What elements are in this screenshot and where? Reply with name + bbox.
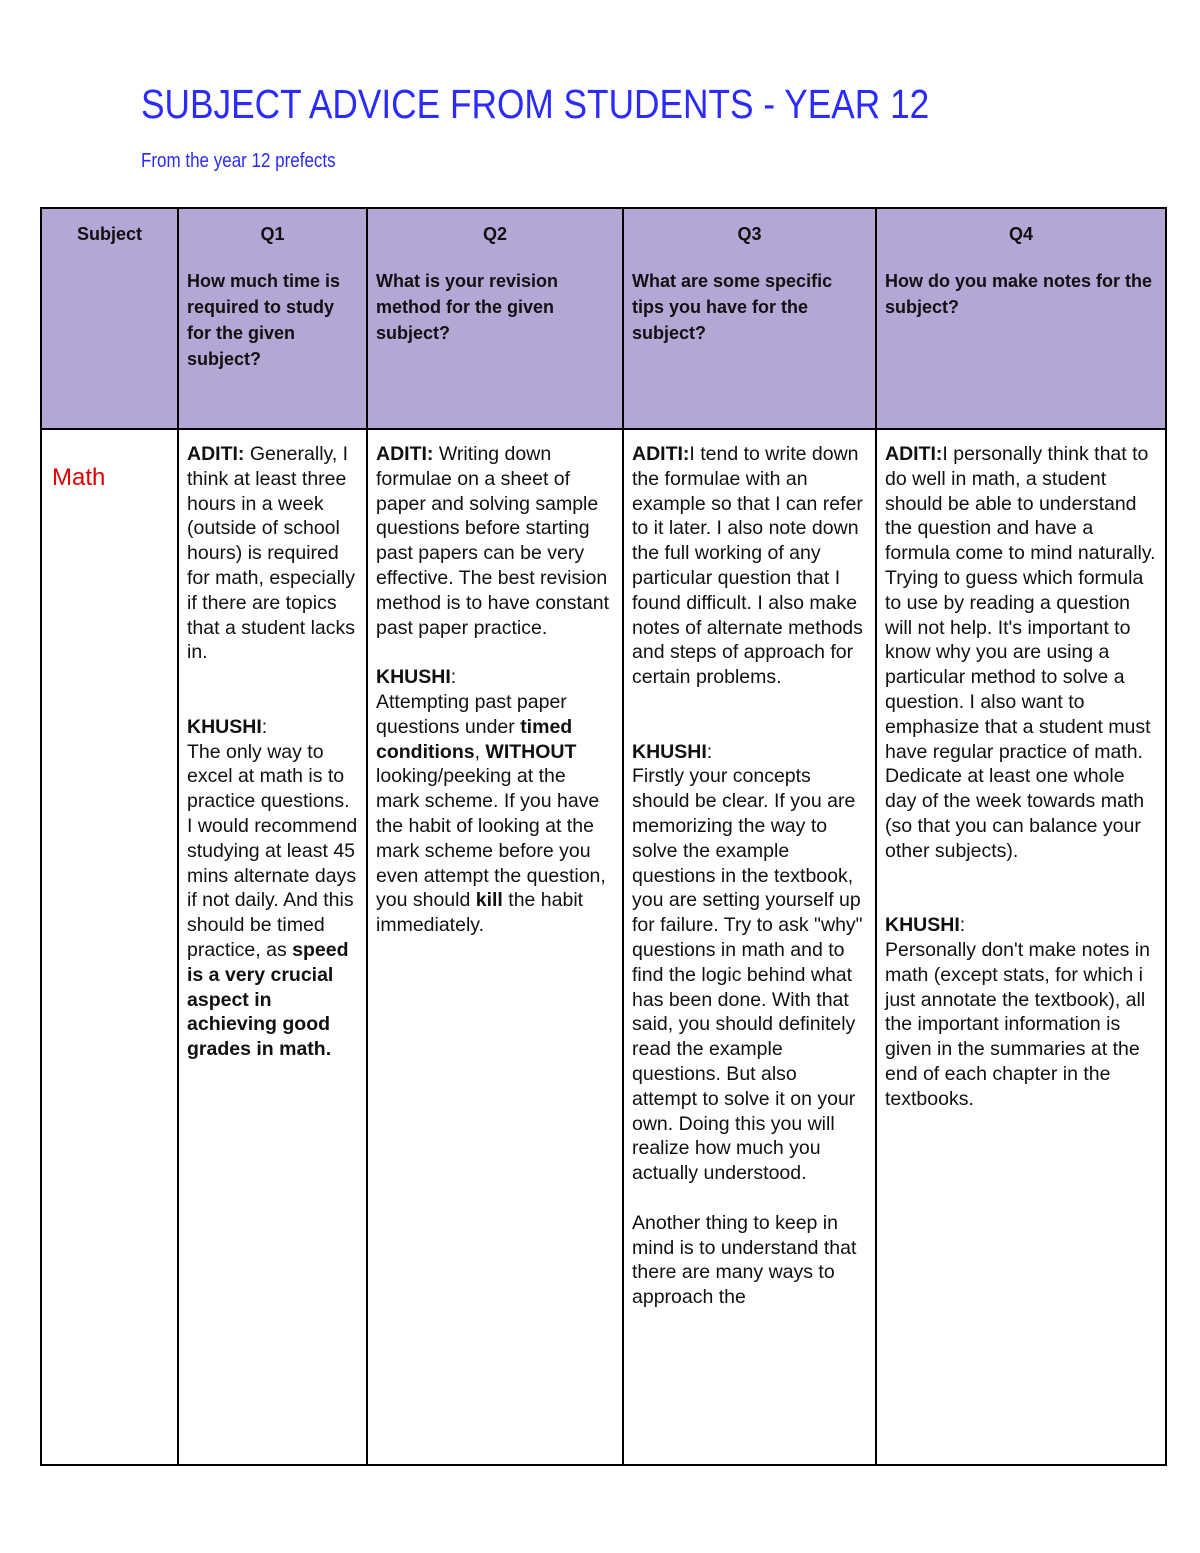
khushi-text-1: Attempting past paper questions under: [376, 690, 567, 738]
khushi-bold-2: WITHOUT: [485, 740, 577, 763]
khushi-label-q1: [187, 715, 358, 740]
khushi-bold-text: speed is a very crucial aspect in achieving good grades in math.: [187, 938, 349, 1061]
khushi-label-q3: [632, 740, 867, 765]
aditi-text: Generally, I think at least three hours in a week (outside of school hours) is required for math, especially if there are topics that a student lacks in.: [187, 443, 356, 664]
khushi-bold-1: timed conditions: [376, 715, 573, 763]
aditi-name: ADITI:: [376, 443, 434, 465]
khushi-name: KHUSHI: [187, 715, 262, 738]
khushi-name: KHUSHI: [632, 740, 707, 763]
header-q1: [178, 208, 367, 429]
header-q3-number: Q3: [737, 224, 762, 244]
answer-cell-q4: [876, 429, 1166, 1465]
khushi-text: Firstly your concepts should be clear. If you are memorizing the way to solve the example questions in the textbook, you are setting yourself up for failure. Try to ask "why" questions in math and to find the logic behind what has been done. With that said, you should definitely read the example questions. But also attempt to solve it on your own. Doing this you will realize how much you actually understood.: [632, 765, 863, 1185]
header-q1-question: How much time is required to study for the given subject?: [187, 271, 341, 369]
khushi-answer-q3: [632, 764, 867, 1186]
khushi-name: KHUSHI: [885, 914, 960, 937]
khushi-colon: :: [450, 666, 457, 689]
aditi-text: Writing down formulae on a sheet of paper and solving sample questions before starting past papers can be very effective. The best revision method is to have constant past paper practice.: [376, 443, 610, 639]
aditi-text: I tend to write down the formulae with an example so that I can refer to it later. I also note down the full working of any particular question that I found difficult. I also make notes of alternate methods and steps of approach for certain problems.: [632, 443, 863, 689]
answer-cell-q1: [178, 429, 367, 1465]
khushi-colon: :: [706, 740, 713, 763]
aditi-answer-q2: [376, 442, 614, 640]
aditi-answer-q3: [632, 442, 867, 690]
khushi-answer-q4: [885, 938, 1157, 1112]
aditi-name: ADITI:: [632, 443, 690, 465]
advice-table: [40, 207, 1167, 1466]
header-q2: [367, 208, 623, 429]
header-q2-question: What is your revision method for the given subject?: [376, 271, 559, 343]
header-q4-number: Q4: [1008, 224, 1033, 244]
khushi-label-q2: [376, 665, 614, 690]
khushi-text-3: looking/peeking at the mark scheme. If you have the habit of looking at the mark scheme before you even attempt the question, you should: [376, 765, 606, 912]
khushi-text: The only way to excel at math is to practice questions. I would recommend studying at least 45 mins alternate days if not daily. And this should be timed practice, as: [187, 740, 358, 961]
header-q4-question: How do you make notes for the subject?: [885, 271, 1153, 317]
khushi-colon: :: [959, 914, 966, 937]
aditi-answer-q1: [187, 442, 358, 665]
table-row: [41, 429, 1166, 1465]
document-subtitle: From the year 12 prefects: [141, 150, 336, 172]
aditi-answer-q4: [885, 442, 1157, 864]
khushi-answer-q1: [187, 740, 358, 1062]
khushi-text-2: ,: [474, 740, 486, 763]
header-q1-number: Q1: [260, 224, 285, 244]
aditi-name: ADITI:: [187, 443, 245, 465]
khushi-colon: :: [261, 715, 268, 738]
aditi-text: I personally think that to do well in math, a student should be able to understand the question and have a formula come to mind naturally. Trying to guess which formula to use by reading a question will not help. It's important to know why you are using a particular method to solve a question. I also want to emphasize that a student must have regular practice of math. Dedicate at least one whole day of the week towards math (so that you can balance your other subjects).: [885, 443, 1156, 862]
khushi-answer-q2: [376, 690, 614, 938]
khushi-label-q4: [885, 913, 1157, 938]
header-q3-question: What are some specific tips you have for the subject?: [632, 271, 833, 343]
extra-answer-q3: [632, 1211, 867, 1310]
document-title: SUBJECT ADVICE FROM STUDENTS - YEAR 12: [141, 81, 930, 127]
answer-cell-q3: [623, 429, 876, 1465]
khushi-text-4: the habit immediately.: [376, 889, 584, 937]
aditi-name: ADITI:: [885, 443, 943, 465]
khushi-name: KHUSHI: [376, 666, 451, 689]
header-subject-label: Subject: [76, 224, 142, 244]
header-subject: [41, 208, 178, 429]
answer-cell-q2: [367, 429, 623, 1465]
header-q4: [876, 208, 1166, 429]
header-q2-number: Q2: [482, 224, 507, 244]
subject-cell-math: Math: [41, 429, 178, 1465]
khushi-bold-3: kill: [475, 889, 503, 912]
khushi-text: Personally don't make notes in math (except stats, for which i just annotate the textbook), all the important information is given in the summaries at the end of each chapter in the textbooks.: [885, 938, 1150, 1110]
header-q3: [623, 208, 876, 429]
table-header-row: [41, 208, 1166, 429]
extra-text: Another thing to keep in mind is to understand that there are many ways to approach the: [632, 1211, 857, 1309]
